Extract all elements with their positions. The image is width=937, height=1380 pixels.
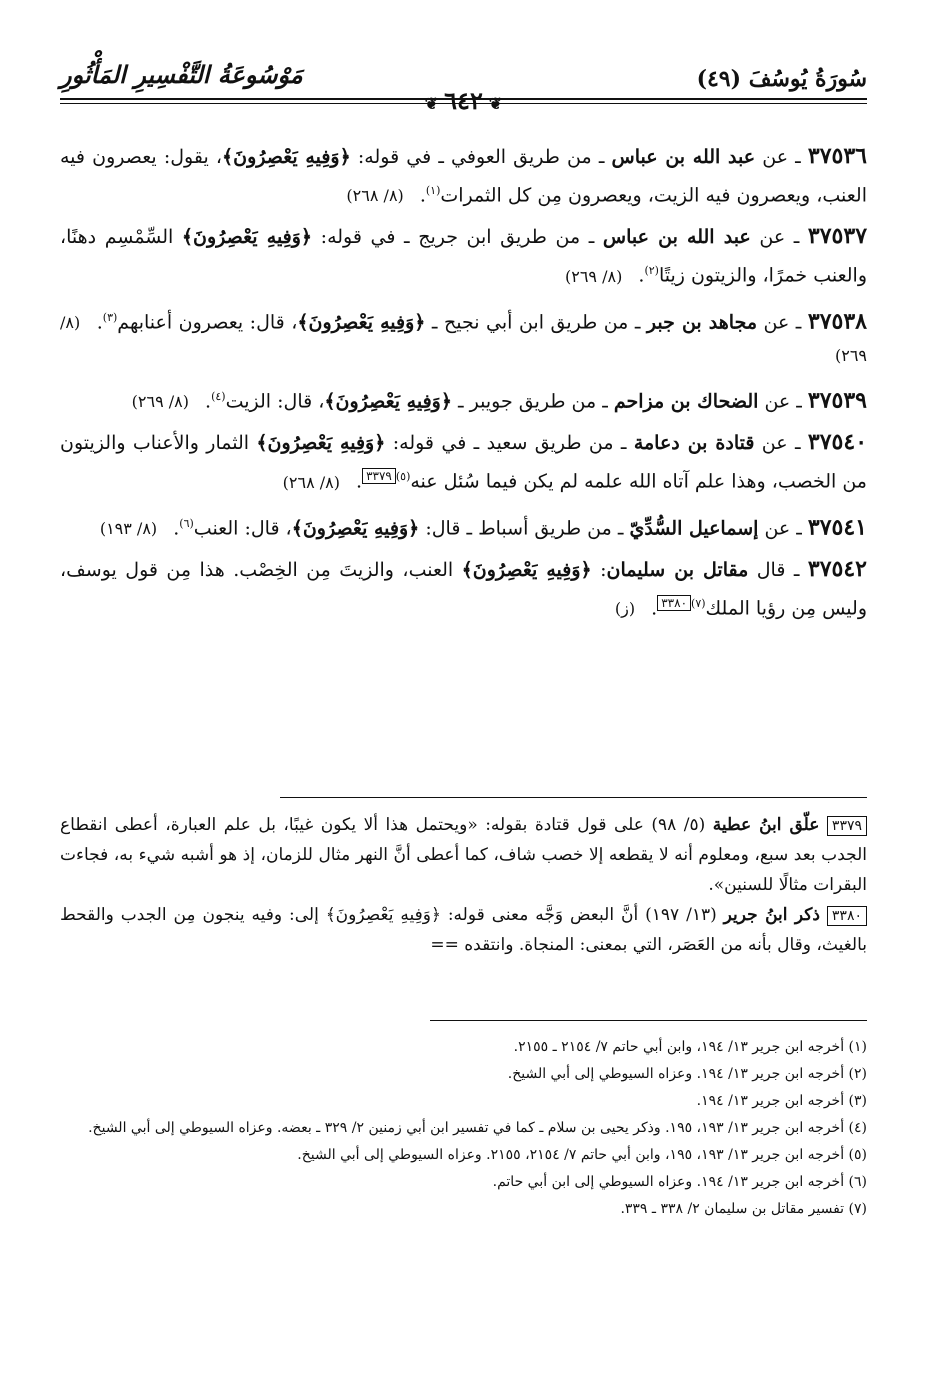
narrator-name: الضحاك بن مزاحم	[613, 390, 759, 413]
narration-entry: ٣٧٥٤٢ ـ قال مقاتل بن سليمان: ﴿وَفِيهِ يَعْصِرُونَ﴾ العنب، والزيتَ مِن الخِصْب. هذا مِن قول يوسف، وليس مِن رؤيا الملك$^{(٧)}$٣٣٨٠. (ز)	[60, 555, 867, 620]
entry-text: ، يقول: يعصرون فيه العنب، ويعصرون فيه الزيت، ويعصرون مِن كل الثمرات	[60, 146, 867, 207]
entry-text: ـ عن	[755, 146, 808, 168]
commentary-number-box: ٣٣٨٠	[827, 906, 867, 926]
main-text	[60, 140, 867, 633]
footnote-ref[interactable]: (٢)	[644, 264, 659, 278]
quran-verse: ﴿وَفِيهِ يَعْصِرُونَ﴾	[291, 516, 420, 539]
source-ref: (٨/ ٢٦٨)	[282, 472, 340, 492]
page-number-text: ٦٤٢	[444, 86, 483, 115]
commentary-number-box: ٣٣٧٩	[827, 816, 867, 836]
footnote: (١) أخرجه ابن جرير ١٣/ ١٩٤، وابن أبي حاتم ٧/ ٢١٥٤ ـ ٢١٥٥.	[513, 1039, 867, 1055]
commentary-notes	[60, 810, 867, 960]
commentary-text: (٥/ ٩٨) على قول قتادة بقوله: «ويحتمل هذا ألا يكون غيبًا، بل علم العبارة، أعطى انقطاع الجدب بعد سبع، ومعلوم أنه لا يقطعه إلا خصب شاف، كما أعطى أنَّ النهر مثال للزمان، إذ هو أشبه شيء به، فجاءت البقرات مثالًا للسنين».	[60, 815, 867, 895]
commentary-note	[60, 900, 867, 960]
narration-entry: ٣٧٥٤٠ ـ عن قتادة بن دعامة ـ من طريق سعيد ـ في قوله: ﴿وَفِيهِ يَعْصِرُونَ﴾ الثمار والأعناب والزيتون من الخصب، وهذا علم آتاه الله علمه لم يكن فيما سُئل عنه$^{(٥)}$٣٣٧٩. (٨/ ٢٦٨)	[60, 429, 868, 493]
book-title: مَوْسُوعَةُ التَّفْسِيرِ المَأْثُورِ	[60, 60, 303, 89]
commentary-text: (١٣/ ١٩٧) أنَّ البعض وَجَّه معنى قوله: ﴿وَفِيهِ يَعْصِرُونَ﴾ إلى: وفيه ينجون مِن الجدب والقحط بالغيث، وقال بأنه من العَصَر، التي بمعنى: المنجاة. وانتقده ==	[60, 905, 867, 955]
entry-number: ٣٧٥٣٩	[807, 387, 867, 414]
footnote-ref[interactable]: (٤)	[211, 389, 226, 403]
entry-text: ، قال: يعصرون أعنابهم	[117, 310, 298, 333]
quran-verse: ﴿وَفِيهِ يَعْصِرُونَ﴾	[461, 558, 592, 581]
footnote-ref[interactable]: (٧)	[691, 596, 706, 610]
commentary-ref-box[interactable]: ٣٣٧٩	[362, 468, 396, 484]
entry-text: ـ قال	[748, 558, 808, 581]
entry-number: ٣٧٥٤٠	[807, 429, 868, 456]
entry-text: ـ من طريق جويبر ـ	[452, 390, 614, 413]
source-ref: (٨/ ٢٦٩)	[564, 266, 623, 286]
entry-text: السِّمْسِم دهنًا، والعنب خمرًا، والزيتون زيتًا	[60, 226, 867, 287]
quran-verse: ﴿وَفِيهِ يَعْصِرُونَ﴾	[297, 310, 426, 333]
page-number	[419, 86, 508, 115]
entry-text: ـ من طريق العوفي ـ في قوله:	[350, 146, 612, 168]
entry-text: ـ من طريق ابن أبي نجيح ـ	[425, 310, 647, 333]
commentator-name: ذكر ابنُ جرير	[723, 905, 820, 925]
source-ref: (٨/ ١٩٣)	[99, 518, 158, 538]
entry-number: ٣٧٥٣٦	[807, 143, 867, 169]
narrator-name: مقاتل بن سليمان	[606, 558, 749, 581]
entry-text: ـ من طريق ابن جريج ـ في قوله:	[312, 226, 603, 249]
narrator-name: مجاهد بن جبر	[646, 310, 758, 333]
narration-entry: ٣٧٥٣٧ ـ عن عبد الله بن عباس ـ من طريق ابن جريج ـ في قوله: ﴿وَفِيهِ يَعْصِرُونَ﴾ السِّمْسِم دهنًا، والعنب خمرًا، والزيتون زيتًا$^{(٢)}$. (٨/ ٢٦٩)	[60, 223, 868, 287]
narrator-name: عبد الله بن عباس	[611, 146, 756, 168]
footnote: (٤) أخرجه ابن جرير ١٣/ ١٩٣، ١٩٥. وذكر يحيى بن سلام ـ كما في تفسير ابن أبي زمنين ٢/ ٣٢٩ ـ بعضه. وعزاه السيوطي إلى أبي الشيخ.	[88, 1120, 867, 1136]
entry-text: ، قال: العنب	[193, 516, 292, 539]
footnote-ref[interactable]: (١)	[425, 184, 441, 197]
footnote: (٥) أخرجه ابن جرير ١٣/ ١٩٣، ١٩٥، وابن أبي حاتم ٧/ ٢١٥٤، ٢١٥٥. وعزاه السيوطي إلى أبي الشيخ.	[297, 1147, 867, 1163]
narration-entry: ٣٧٥٤١ ـ عن إسماعيل السُّدِّيّ ـ من طريق أسباط ـ قال: ﴿وَفِيهِ يَعْصِرُونَ﴾، قال: العنب$^{(٦)}$. (٨/ ١٩٣)	[99, 513, 867, 540]
narrator-name: عبد الله بن عباس	[602, 226, 751, 249]
quran-verse: ﴿وَفِيهِ يَعْصِرُونَ﴾	[256, 432, 386, 455]
commentary-note	[60, 810, 867, 900]
entry-text: ـ عن	[758, 390, 808, 413]
source-ref: (٨/ ٢٦٨)	[346, 186, 404, 206]
commentator-name: علّق ابنُ عطية	[712, 815, 820, 835]
entry-text: ـ من طريق سعيد ـ في قوله:	[385, 432, 634, 455]
footnote: (٢) أخرجه ابن جرير ١٣/ ١٩٤. وعزاه السيوطي إلى أبي الشيخ.	[507, 1066, 867, 1082]
narrator-name: قتادة بن دعامة	[633, 432, 755, 455]
page-header	[60, 58, 867, 118]
source-ref: (٨/ ٢٦٩)	[131, 392, 189, 412]
entry-text: ـ عن	[754, 432, 808, 455]
quran-verse: ﴿وَفِيهِ يَعْصِرُونَ﴾	[181, 226, 313, 249]
entry-text: ـ عن	[750, 226, 808, 249]
header-rule	[60, 98, 867, 100]
entry-text: العنب، والزيتَ مِن الخِصْب. هذا مِن قول يوسف، وليس مِن رؤيا الملك	[60, 558, 867, 620]
ornament-icon: ❦	[424, 94, 439, 113]
footnotes	[60, 1035, 867, 1224]
ornament-icon: ❦	[488, 94, 503, 113]
entry-text: الثمار والأعناب والزيتون من الخصب، وهذا علم آتاه الله علمه لم يكن فيما سُئل عنه	[60, 432, 867, 493]
footnote-ref[interactable]: (٣)	[102, 310, 118, 324]
footnote: (٧) تفسير مقاتل بن سليمان ٢/ ٣٣٨ ـ ٣٣٩.	[620, 1201, 867, 1217]
footnote-ref[interactable]: (٥)	[395, 470, 411, 484]
entry-number: ٣٧٥٤١	[807, 513, 867, 540]
entry-text: :	[591, 558, 607, 581]
source-ref: (٨/ ٢٦٩)	[60, 312, 867, 365]
entry-text: ـ من طريق أسباط ـ قال:	[419, 516, 630, 539]
quran-verse: ﴿وَفِيهِ يَعْصِرُونَ﴾	[324, 390, 452, 413]
entry-text: ـ عن	[757, 310, 808, 333]
commentary-ref-box[interactable]: ٣٣٨٠	[657, 595, 691, 611]
entry-number: ٣٧٥٣٧	[807, 223, 868, 250]
narrator-name: إسماعيل السُّدِّيّ	[629, 516, 759, 539]
source-ref: (ز)	[614, 599, 636, 619]
footnotes-separator	[430, 1020, 867, 1021]
narration-entry: ٣٧٥٣٩ ـ عن الضحاك بن مزاحم ـ من طريق جويبر ـ ﴿وَفِيهِ يَعْصِرُونَ﴾، قال: الزيت$^{(٤)}$. (٨/ ٢٦٩)	[131, 387, 867, 414]
narration-entry: ٣٧٥٣٨ ـ عن مجاهد بن جبر ـ من طريق ابن أبي نجيح ـ ﴿وَفِيهِ يَعْصِرُونَ﴾، قال: يعصرون أعنابهم$^{(٣)}$. (٨/ ٢٦٩)	[60, 307, 867, 365]
footnote: (٦) أخرجه ابن جرير ١٣/ ١٩٤. وعزاه السيوطي إلى ابن أبي حاتم.	[492, 1174, 867, 1190]
entry-text: ـ عن	[758, 516, 808, 539]
footnote: (٣) أخرجه ابن جرير ١٣/ ١٩٤.	[696, 1093, 867, 1109]
narration-entry: ٣٧٥٣٦ ـ عن عبد الله بن عباس ـ من طريق العوفي ـ في قوله: ﴿وَفِيهِ يَعْصِرُونَ﴾، يقول: يعصرون فيه العنب، ويعصرون فيه الزيت، ويعصرون مِن كل الثمرات$^{(١)}$. (٨/ ٢٦٨)	[60, 143, 867, 207]
entry-number: ٣٧٥٣٨	[807, 307, 867, 334]
entry-number: ٣٧٥٤٢	[807, 555, 867, 582]
surah-title: سُورَةُ يُوسُفَ (٤٩)	[696, 66, 867, 92]
quran-verse: ﴿وَفِيهِ يَعْصِرُونَ﴾	[222, 146, 351, 168]
header-rule	[60, 103, 867, 104]
entry-text: ، قال: الزيت	[225, 390, 325, 413]
notes-separator	[280, 797, 867, 798]
footnote-ref[interactable]: (٦)	[179, 516, 194, 530]
